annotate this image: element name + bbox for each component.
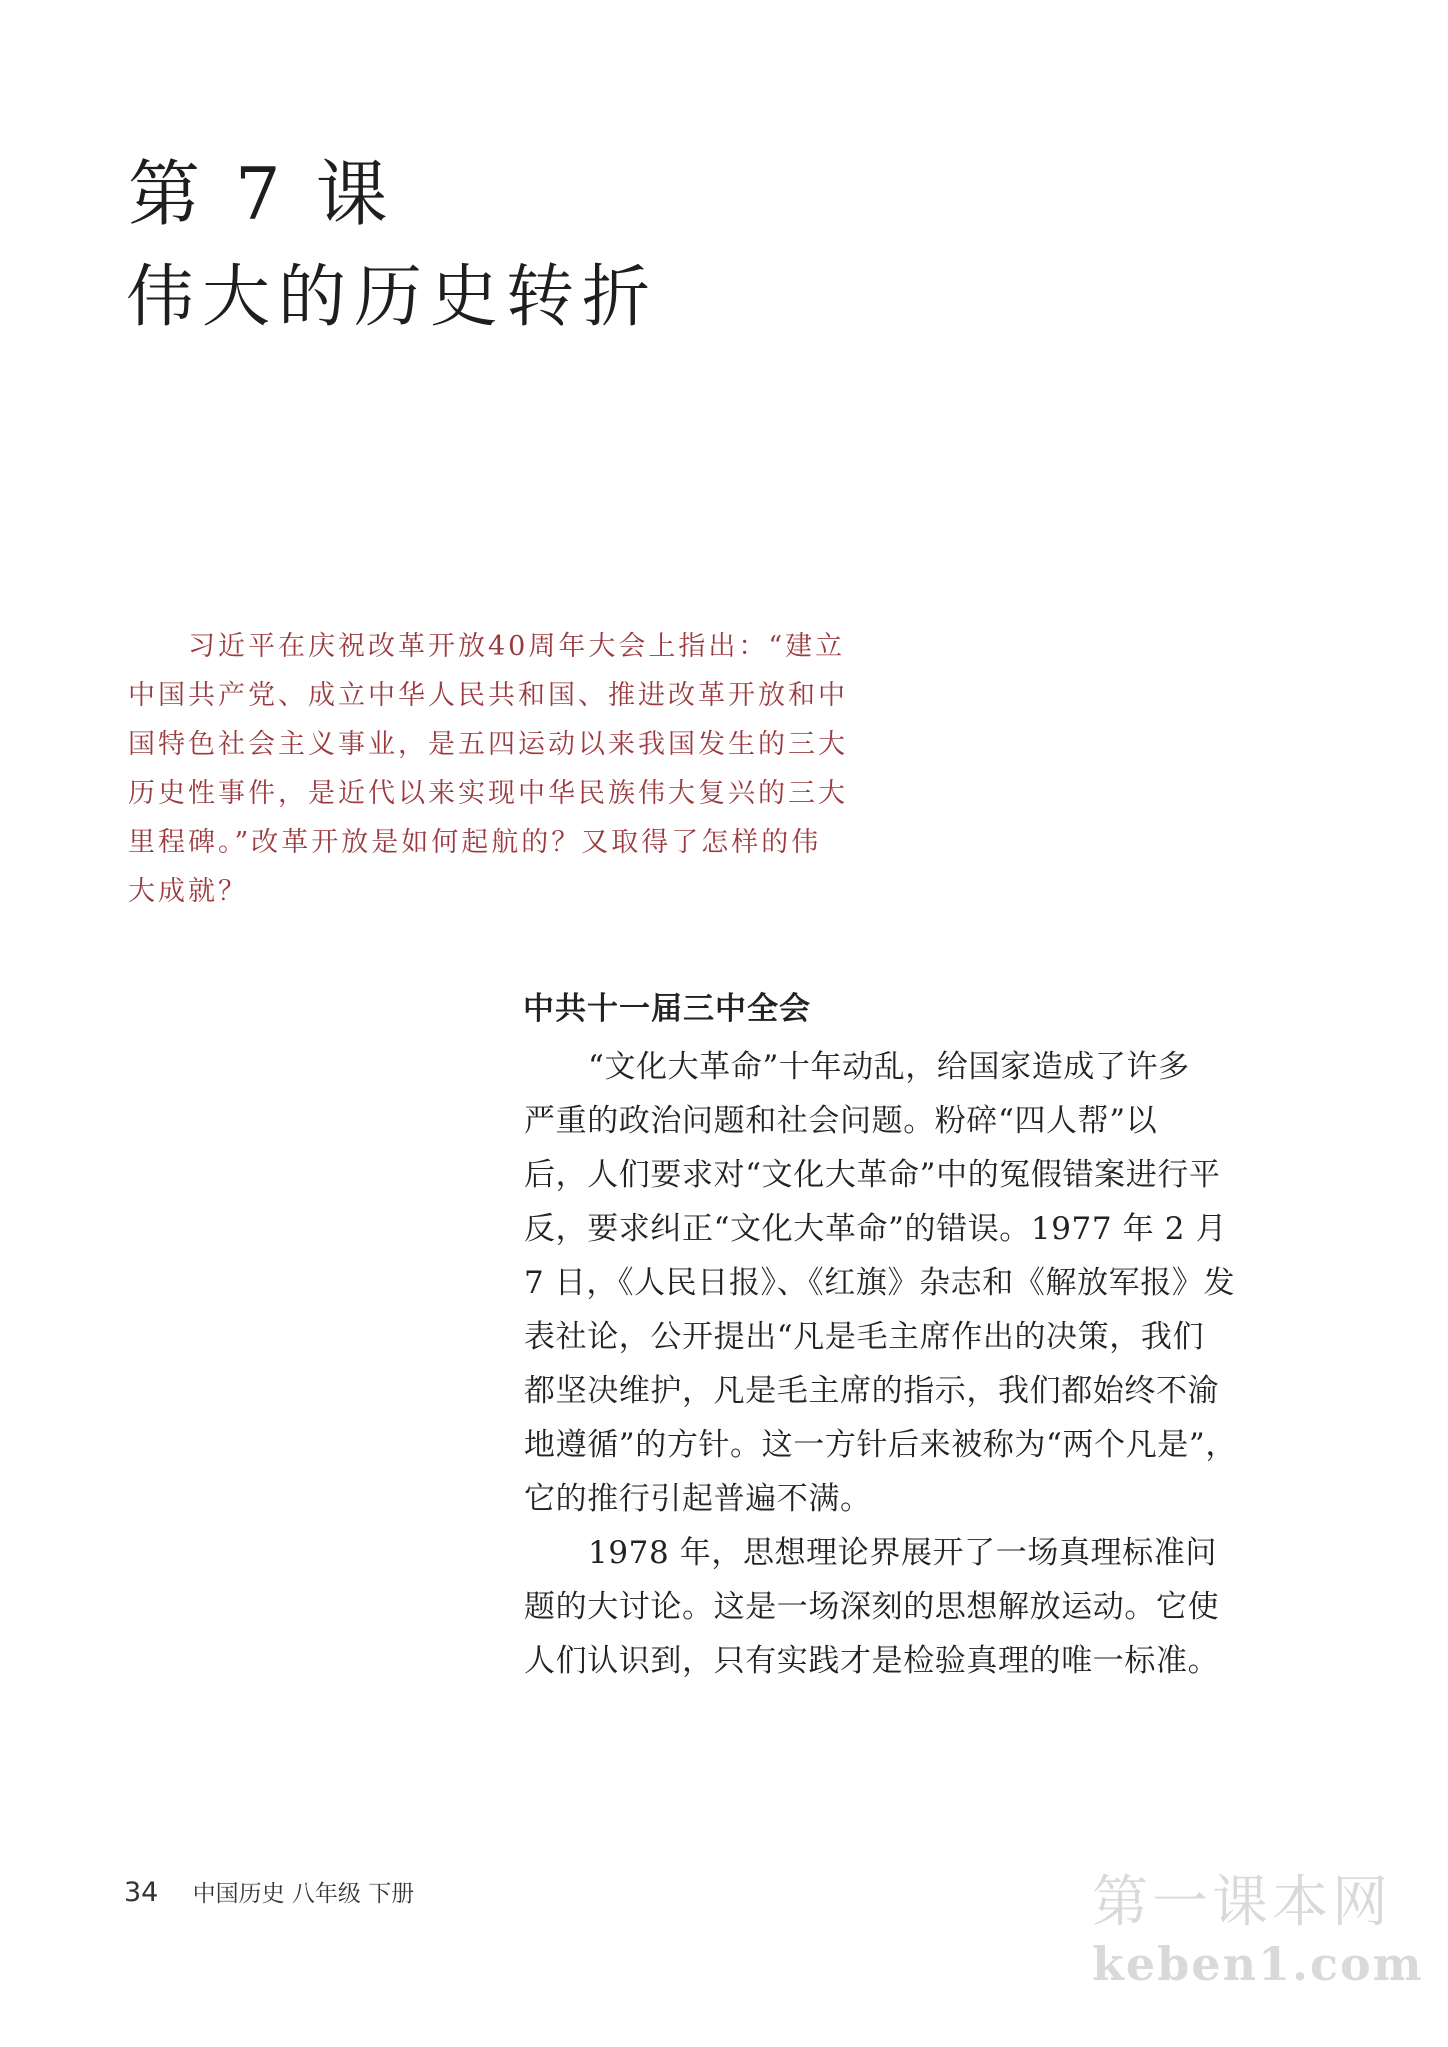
- body-line: “文化大革命”十年动乱，给国家造成了许多: [588, 1049, 1190, 1085]
- intro-line: 大成就？: [128, 876, 248, 907]
- body-text: [524, 1040, 1284, 1688]
- book-title: 中国历史 八年级 下册: [192, 1881, 415, 1907]
- site-watermark: [1092, 1870, 1424, 1992]
- section-heading: 中共十一届三中全会: [523, 991, 811, 1027]
- intro-line: 国特色社会主义事业，是五四运动以来我国发生的三大: [128, 729, 848, 760]
- body-line: 地遵循”的方针。这一方针后来被称为“两个凡是”，: [524, 1427, 1237, 1463]
- body-line: 都坚决维护，凡是毛主席的指示，我们都始终不渝: [524, 1373, 1220, 1409]
- body-line: 7 日，《人民日报》、《红旗》杂志和《解放军报》发: [524, 1265, 1236, 1301]
- intro-line: 中国共产党、成立中华人民共和国、推进改革开放和中: [128, 680, 848, 711]
- body-line: 人们认识到，只有实践才是检验真理的唯一标准。: [524, 1643, 1220, 1679]
- intro-line: 历史性事件，是近代以来实现中华民族伟大复兴的三大: [128, 778, 848, 809]
- watermark-site-name: 第一课本网: [1092, 1870, 1392, 1935]
- intro-passage: [128, 622, 888, 916]
- intro-line: 里程碑。”改革开放是如何起航的？又取得了怎样的伟: [128, 827, 822, 858]
- lesson-number: 第 7 课: [128, 152, 394, 236]
- body-line: 表社论，公开提出“凡是毛主席作出的决策，我们: [524, 1319, 1205, 1355]
- body-line: 题的大讨论。这是一场深刻的思想解放运动。它使: [524, 1589, 1220, 1625]
- body-line: 1978 年，思想理论界展开了一场真理标准问: [588, 1535, 1217, 1571]
- intro-line: 习近平在庆祝改革开放40周年大会上指出：“建立: [188, 631, 846, 662]
- page-number: 34: [124, 1877, 159, 1908]
- page-footer: [124, 1876, 414, 1911]
- body-line: 反，要求纠正“文化大革命”的错误。1977 年 2 月: [524, 1211, 1228, 1247]
- body-line: 它的推行引起普遍不满。: [524, 1481, 872, 1517]
- body-line: 严重的政治问题和社会问题。粉碎“四人帮”以: [524, 1103, 1158, 1139]
- watermark-url: keben1.com: [1092, 1937, 1424, 1991]
- body-line: 后，人们要求对“文化大革命”中的冤假错案进行平: [524, 1157, 1221, 1193]
- lesson-title: 伟大的历史转折: [126, 258, 659, 337]
